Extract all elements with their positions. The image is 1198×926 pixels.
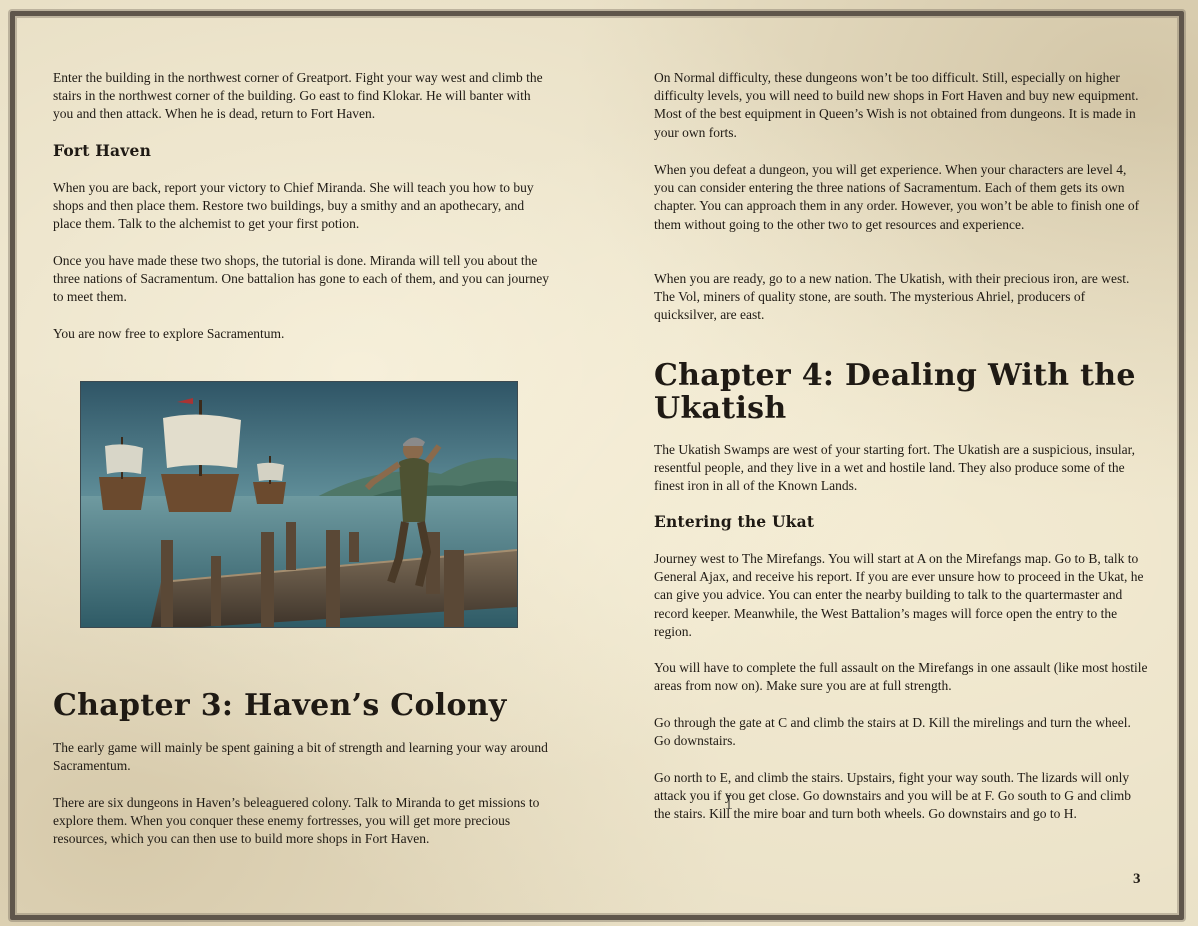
paragraph-full-assault: You will have to complete the full assault on the Mirefangs in one assault (like most hostile areas from now on). Make sure you are at full strength. <box>654 660 1148 694</box>
paragraph-greatport: Enter the building in the northwest corner of Greatport. Fight your way west and climb the stairs in the northwest corner of the building. Go east to find Klokar. He will banter with you and then attack. When he is dead, return to Fort Haven. <box>53 70 543 122</box>
paragraph-report-victory: When you are back, report your victory to Chief Miranda. She will teach you how to buy shops and then place them. Restore two buildings, buy a smithy and an apothecary, and place them. Talk to the alchemist to get your first potion. <box>53 180 534 232</box>
paragraph-north-e: Go north to E, and climb the stairs. Upstairs, fight your way south. The lizards will only attack you if you get close. Go downstairs and you will be at F. Go south to G and climb the stairs. Kill the mire boar and turn both wheels. Go downstairs and go to H. <box>654 770 1131 822</box>
paragraph-new-nation: When you are ready, go to a new nation. The Ukatish, with their precious iron, are west. The Vol, miners of quality stone, are south. The mysterious Ahriel, producers of quicksilver, are east. <box>654 271 1130 323</box>
text-cursor-icon <box>726 795 732 809</box>
paragraph-defeat-dungeon: When you defeat a dungeon, you will get experience. When your characters are level 4, you can consider entering the three nations of Sacramentum. Each of them gets its own chapter. You can approach them in any order. However, you won’t be able to finish one of them without going to the other two to get resources and experience. <box>654 162 1140 232</box>
paragraph-tutorial-done: Once you have made these two shops, the tutorial is done. Miranda will tell you about the three nations of Sacramentum. One battalion has gone to each of them, and you can journey to meet them. <box>53 253 549 305</box>
chapter-4-title: Chapter 4: Dealing With the Ukatish <box>654 358 1136 426</box>
paragraph-gate-c: Go through the gate at C and climb the stairs at D. Kill the mirelings and turn the wheel. Go downstairs. <box>654 715 1131 749</box>
page-number: 3 <box>1133 871 1141 887</box>
paragraph-six-dungeons: There are six dungeons in Haven’s beleaguered colony. Talk to Miranda to get missions to explore them. When you conquer these enemy fortresses, you will get more precious resources, which you can then use to build more shops in Fort Haven. <box>53 795 540 847</box>
chapter-3-title: Chapter 3: Haven’s Colony <box>53 688 507 723</box>
paragraph-ukatish-swamps: The Ukatish Swamps are west of your starting fort. The Ukatish are a suspicious, insular, resentful people, and they live in a wet and hostile land. They also produce some of the finest iron in all of the Known Lands. <box>654 442 1135 494</box>
paragraph-normal-difficulty: On Normal difficulty, these dungeons won’t be too difficult. Still, especially on higher difficulty levels, you will need to build new shops in Fort Haven and buy new equipment. Most of the best equipment in Queen’s Wish is not obtained from dungeons. It is made in your own forts. <box>654 70 1139 140</box>
paragraph-mirefangs: Journey west to The Mirefangs. You will start at A on the Mirefangs map. Go to B, talk to General Ajax, and receive his report. If you are ever unsure how to proceed in the Ukat, he can give you advice. You can enter the nearby building to talk to the quartermaster and record keeper. Meanwhile, the West Battalion’s mages will force open the entry to the region. <box>654 551 1144 639</box>
heading-entering-ukat: Entering the Ukat <box>654 512 815 531</box>
paragraph-free-explore: You are now free to explore Sacramentum. <box>53 326 285 341</box>
paragraph-early-game: The early game will mainly be spent gaining a bit of strength and learning your way around Sacramentum. <box>53 740 548 774</box>
illustration-dock-ships <box>80 381 518 628</box>
heading-fort-haven: Fort Haven <box>53 141 152 160</box>
